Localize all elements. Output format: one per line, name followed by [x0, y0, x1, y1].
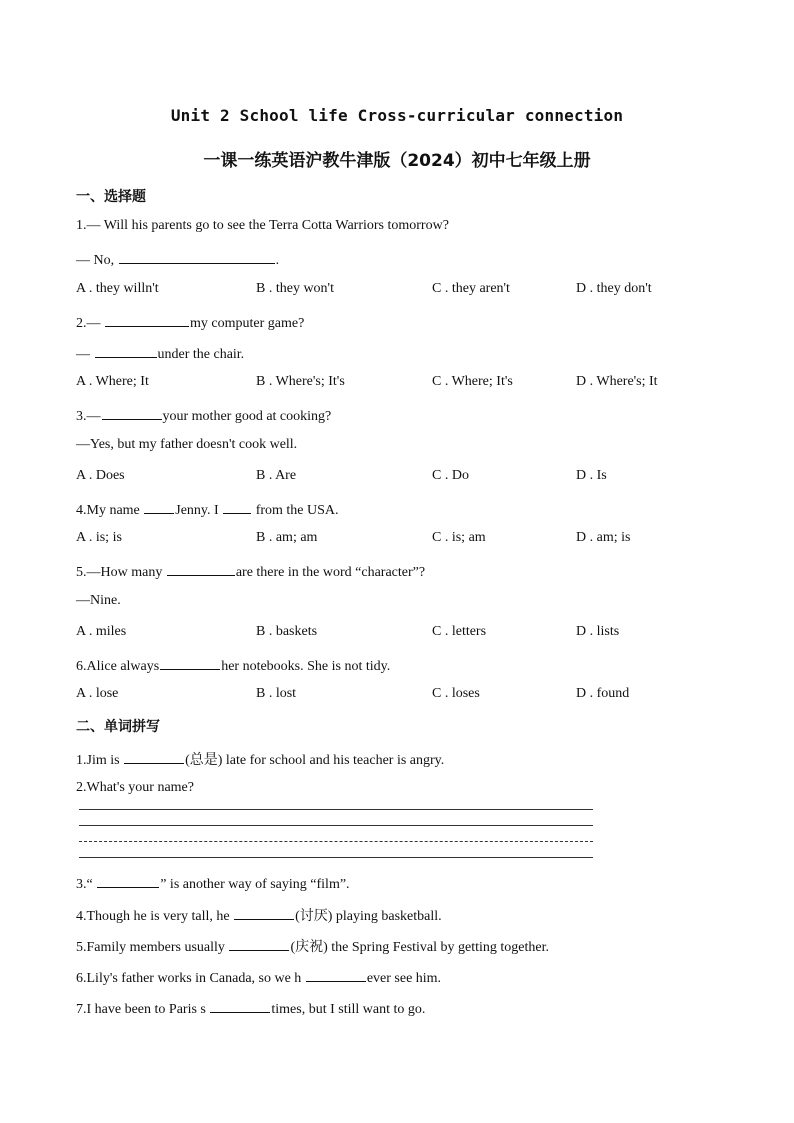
answer-blank[interactable]: [95, 343, 157, 358]
question-2-reply-prefix: —: [76, 347, 90, 362]
writing-line[interactable]: [79, 825, 593, 826]
question-3-option-d[interactable]: D . Is: [576, 468, 607, 483]
answer-blank[interactable]: [229, 936, 289, 951]
question-2-option-c[interactable]: C . Where; It's: [432, 374, 513, 389]
spelling-3-suffix: ” is another way of saying “film”.: [160, 877, 350, 892]
writing-line[interactable]: [79, 809, 593, 810]
answer-blank[interactable]: [144, 499, 174, 514]
answer-blank[interactable]: [160, 655, 220, 670]
spelling-1: [76, 749, 444, 769]
spelling-6: [76, 967, 441, 987]
question-4-option-c[interactable]: C . is; am: [432, 530, 486, 545]
section-heading-spelling: 二、单词拼写: [76, 719, 160, 735]
question-6-option-b[interactable]: B . lost: [256, 686, 297, 701]
question-3-reply: —Yes, but my father doesn't cook well.: [76, 437, 298, 452]
question-5-option-d[interactable]: D . lists: [576, 624, 620, 639]
question-1-reply-prefix: — No,: [76, 253, 115, 268]
answer-blank[interactable]: [102, 405, 162, 420]
question-1-reply-suffix: .: [275, 253, 280, 268]
spelling-2: 2.What's your name?: [76, 780, 194, 795]
spelling-1-prefix: 1.Jim is: [76, 753, 120, 768]
spelling-4-prefix: 4.Though he is very tall, he: [76, 909, 230, 924]
spelling-5: [76, 936, 549, 956]
question-1-option-a[interactable]: A . they willn't: [76, 281, 159, 296]
question-3-option-b[interactable]: B . Are: [256, 468, 297, 483]
answer-blank[interactable]: [105, 312, 189, 327]
question-4-part-a: 4.My name: [76, 503, 140, 518]
spelling-4-suffix: (讨厌) playing basketball.: [295, 909, 442, 924]
answer-blank[interactable]: [124, 749, 184, 764]
page-subtitle: 一课一练英语沪教牛津版（2024）初中七年级上册: [203, 151, 591, 171]
question-6-option-d[interactable]: D . found: [576, 686, 630, 701]
question-3-option-a[interactable]: A . Does: [76, 468, 125, 483]
question-1-stem: 1.— Will his parents go to see the Terra Cotta Warriors tomorrow?: [76, 218, 449, 233]
question-5-stem: [76, 561, 425, 581]
spelling-7-suffix: times, but I still want to go.: [271, 1002, 426, 1017]
answer-blank[interactable]: [167, 561, 235, 576]
spelling-6-suffix: ever see him.: [366, 971, 442, 986]
spelling-5-suffix: (庆祝) the Spring Festival by getting together.: [290, 940, 550, 955]
spelling-7: [76, 998, 425, 1018]
question-6-stem: [76, 655, 390, 675]
answer-blank[interactable]: [223, 499, 251, 514]
question-4-part-b: Jenny. I: [175, 503, 219, 518]
question-3-suffix: your mother good at cooking?: [162, 409, 332, 424]
question-5-option-a[interactable]: A . miles: [76, 624, 127, 639]
question-1-reply: [76, 249, 279, 269]
writing-line[interactable]: [79, 841, 593, 842]
question-2-suffix: my computer game?: [190, 316, 305, 331]
question-6-suffix: her notebooks. She is not tidy.: [221, 659, 391, 674]
answer-blank[interactable]: [306, 967, 366, 982]
answer-blank[interactable]: [119, 249, 275, 264]
question-2-option-a[interactable]: A . Where; It: [76, 374, 149, 389]
writing-line[interactable]: [79, 857, 593, 858]
spelling-3: [76, 873, 350, 893]
question-6-option-a[interactable]: A . lose: [76, 686, 119, 701]
question-2-reply: [76, 343, 244, 363]
question-3-stem: [76, 405, 331, 425]
question-5-option-c[interactable]: C . letters: [432, 624, 487, 639]
question-5-reply: —Nine.: [76, 593, 121, 608]
question-4-option-d[interactable]: D . am; is: [576, 530, 631, 545]
question-1-option-c[interactable]: C . they aren't: [432, 281, 510, 296]
answer-blank[interactable]: [234, 905, 294, 920]
question-5-option-b[interactable]: B . baskets: [256, 624, 318, 639]
page-title: Unit 2 School life Cross-curricular connection: [170, 106, 624, 125]
spelling-7-prefix: 7.I have been to Paris s: [76, 1002, 206, 1017]
question-1-option-b[interactable]: B . they won't: [256, 281, 334, 296]
question-2-stem: [76, 312, 304, 332]
question-2-option-b[interactable]: B . Where's; It's: [256, 374, 345, 389]
spelling-4: [76, 905, 442, 925]
question-4-stem: [76, 499, 339, 519]
question-5-prefix: 5.—How many: [76, 565, 163, 580]
spelling-1-suffix: (总是) late for school and his teacher is angry.: [185, 753, 445, 768]
answer-blank[interactable]: [97, 873, 159, 888]
answer-blank[interactable]: [210, 998, 270, 1013]
question-4-option-a[interactable]: A . is; is: [76, 530, 122, 545]
spelling-5-prefix: 5.Family members usually: [76, 940, 225, 955]
question-6-prefix: 6.Alice always: [76, 659, 160, 674]
question-2-option-d[interactable]: D . Where's; It: [576, 374, 658, 389]
question-2-prefix: 2.—: [76, 316, 101, 331]
section-heading-choice: 一、选择题: [76, 189, 146, 205]
spelling-3-prefix: 3.“: [76, 877, 93, 892]
question-6-option-c[interactable]: C . loses: [432, 686, 480, 701]
question-5-suffix: are there in the word “character”?: [235, 565, 426, 580]
question-2-reply-suffix: under the chair.: [157, 347, 245, 362]
question-1-option-d[interactable]: D . they don't: [576, 281, 652, 296]
question-3-option-c[interactable]: C . Do: [432, 468, 469, 483]
question-4-part-c: from the USA.: [255, 503, 339, 518]
question-4-option-b[interactable]: B . am; am: [256, 530, 318, 545]
spelling-6-prefix: 6.Lily's father works in Canada, so we h: [76, 971, 302, 986]
question-3-prefix: 3.—: [76, 409, 101, 424]
